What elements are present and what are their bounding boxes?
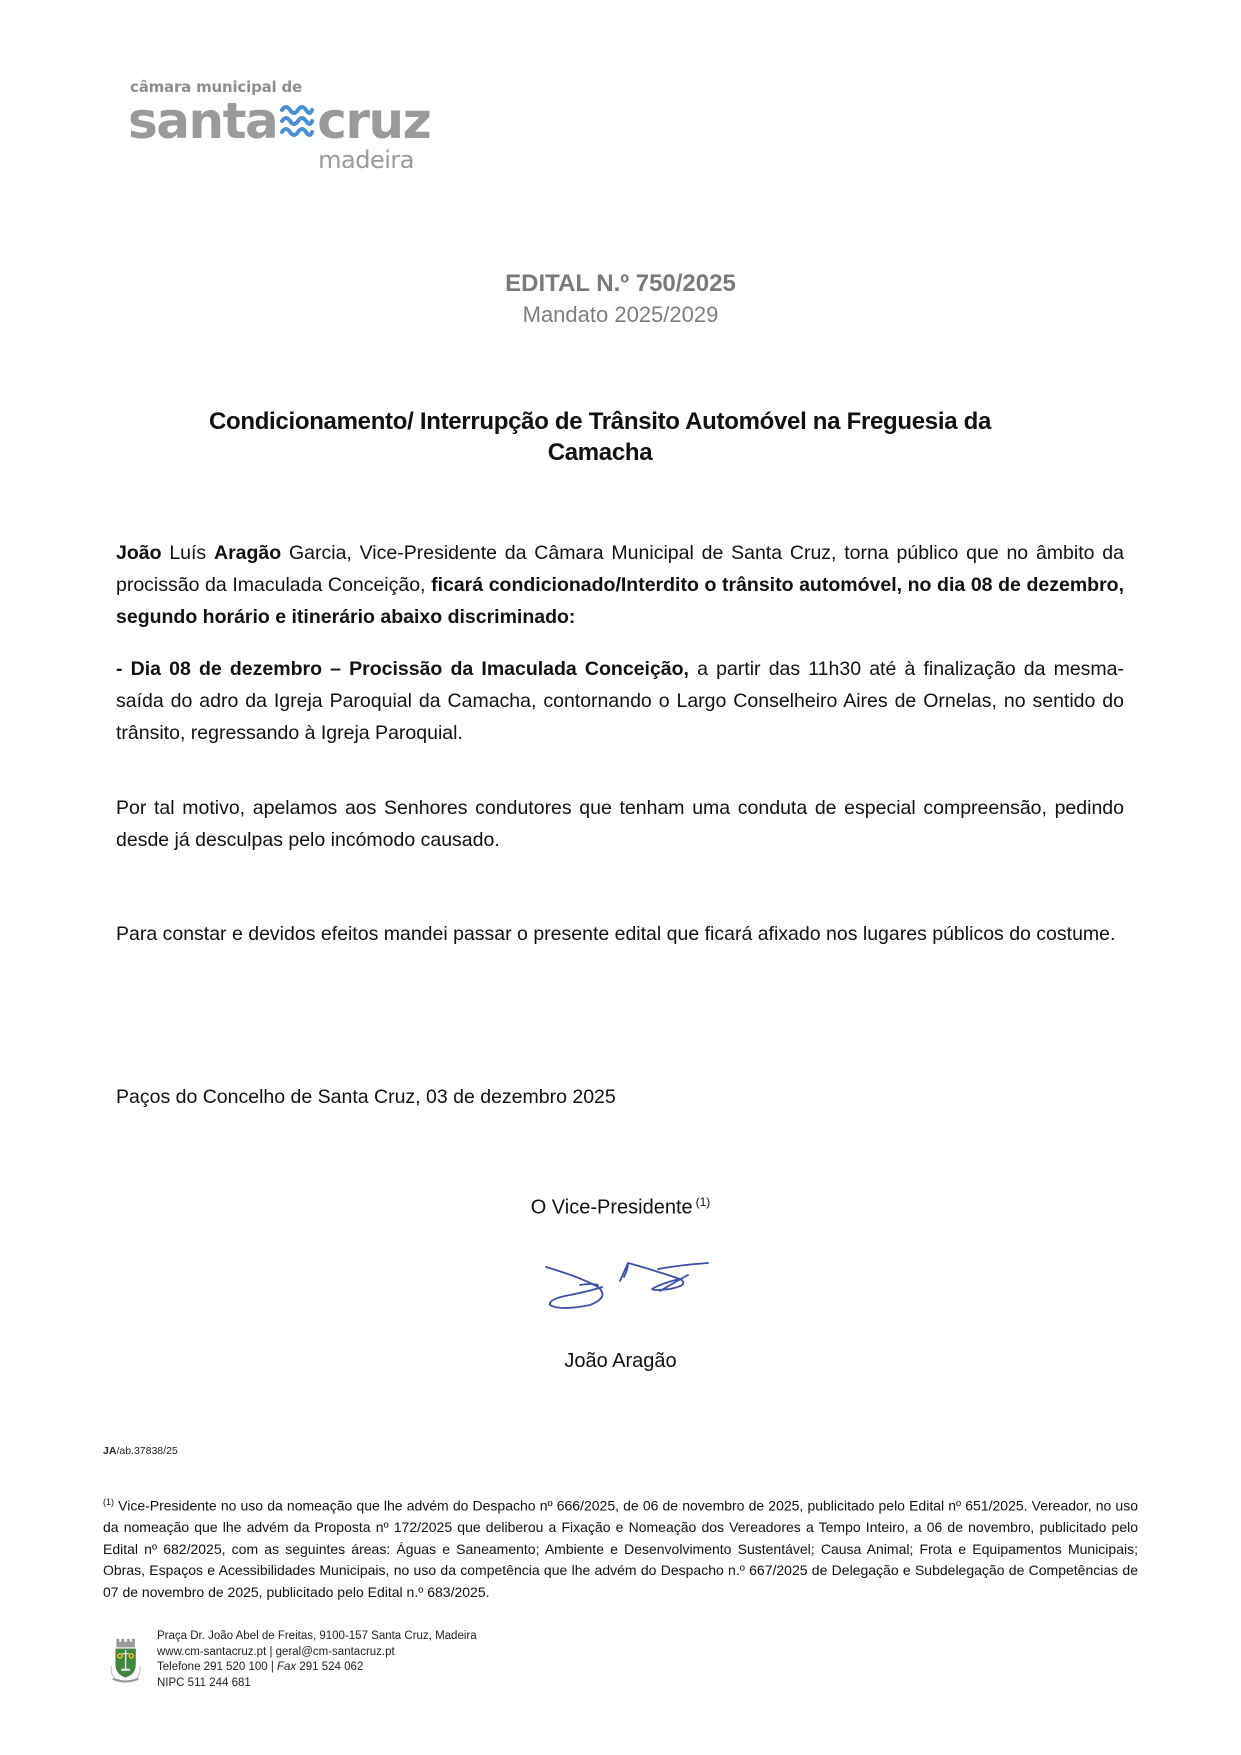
place-and-date: Paços do Concelho de Santa Cruz, 03 de dezembro 2025 — [116, 1086, 616, 1108]
footer-address: Praça Dr. João Abel de Freitas, 9100-157 Santa Cruz, Madeira — [157, 1630, 477, 1642]
footnote-marker: (1) — [695, 1195, 711, 1209]
footnote-text: Vice-Presidente no uso da nomeação que lhe advém do Despacho nº 666/2025, de 06 de novembro de 2025, publicitado pelo Edital nº 651/2025. Vereador, no uso da nomeação que lhe advém da Proposta nº 172/2025 que deliberou a Fixação e Nomeação dos Vereadores a Tempo Inteiro, a 06 de novembro, publicitado pelo Edital nº 682/2025, com as seguintes áreas: Águas e Saneamento; Ambiente e Desenvolvimento Sustentável; Causa Animal; Frota e Equipamentos Municipais; Obras, Espaços e Acessibilidades Municipais, no uso da competência que lhe advém do Despacho n.º 667/2025 de Delegação e Subdelegação de Competências de 07 de novembro de 2025, publicitado pelo Edital n.º 683/2025. — [103, 1497, 1138, 1600]
reference-initials: JA — [103, 1445, 117, 1457]
footer-phone-fax — [157, 1660, 477, 1676]
logo-top-text: câmara municipal de — [130, 78, 303, 96]
paragraph-posting: Para constar e devidos efeitos mandei passar o presente edital que ficará afixado nos lugares públicos do costume. — [116, 923, 1116, 945]
logo-word-santa: santa — [128, 92, 278, 150]
paragraph-schedule — [116, 653, 1124, 749]
signatory-title — [0, 1195, 1241, 1220]
footer-phone: Telefone 291 520 100 | — [157, 1661, 278, 1673]
contact-footer — [112, 1627, 572, 1697]
coat-of-arms-icon — [110, 1627, 154, 1699]
announcement-text: Garcia, Vice-Presidente da Câmara Municipal de Santa Cruz, torna público que no âmbito da procissão da Imaculada Conceição, — [116, 542, 1124, 596]
paragraph-announcement — [116, 537, 1124, 633]
municipality-logo — [128, 78, 431, 178]
name-last: Aragão — [214, 542, 282, 564]
mandate-subtitle: Mandato 2025/2029 — [522, 302, 719, 327]
contact-details — [157, 1629, 477, 1691]
logo-wordmark — [128, 92, 431, 150]
footer-web-email: www.cm-santacruz.pt | geral@cm-santacruz.pt — [157, 1645, 395, 1658]
schedule-text: a partir das 11h30 até à finalização da mesma- saída do adro da Igreja Paroquial da Camacha, contornando o Largo Conselheiro Aires de Ornelas, no sentido do trânsito, regressando à Igreja Paroquial. — [116, 658, 1125, 744]
name-first: João — [116, 542, 162, 564]
footnote-mark: (1) — [103, 1497, 114, 1507]
document-reference — [103, 1445, 178, 1457]
signatory-title-text: O Vice-Presidente — [530, 1196, 693, 1219]
subject-heading — [160, 406, 1040, 468]
footer-fax-label: Fax — [277, 1661, 297, 1673]
signatory-name: João Aragão — [564, 1350, 677, 1372]
reference-code: /ab.37838/25 — [116, 1445, 178, 1457]
logo-subtext: madeira — [318, 146, 414, 174]
subject-line-1: Condicionamento/ Interrupção de Trânsito Automóvel na Freguesia da — [208, 408, 992, 435]
footnote — [103, 1492, 1138, 1603]
subject-line-2: Camacha — [547, 439, 653, 466]
paragraph-apology: Por tal motivo, apelamos aos Senhores condutores que tenham uma conduta de especial compreensão, pedindo desde já desculpas pelo incómodo causado. — [116, 797, 1124, 851]
name-middle: Luís — [161, 542, 214, 564]
handwritten-signature — [540, 1255, 720, 1325]
logo-word-cruz: cruz — [317, 92, 431, 150]
waves-icon — [280, 101, 314, 141]
footer-fax-number: 291 524 062 — [296, 1661, 364, 1673]
document-title: EDITAL N.º 750/2025 — [505, 270, 736, 297]
footer-nipc: NIPC 511 244 681 — [157, 1676, 251, 1689]
announcement-bold: ficará condicionado/Interdito o trânsito automóvel, no dia 08 de dezembro, segundo horário e itinerário abaixo discriminado: — [116, 574, 1124, 628]
schedule-bold: - Dia 08 de dezembro – Procissão da Imaculada Conceição, — [116, 658, 689, 680]
